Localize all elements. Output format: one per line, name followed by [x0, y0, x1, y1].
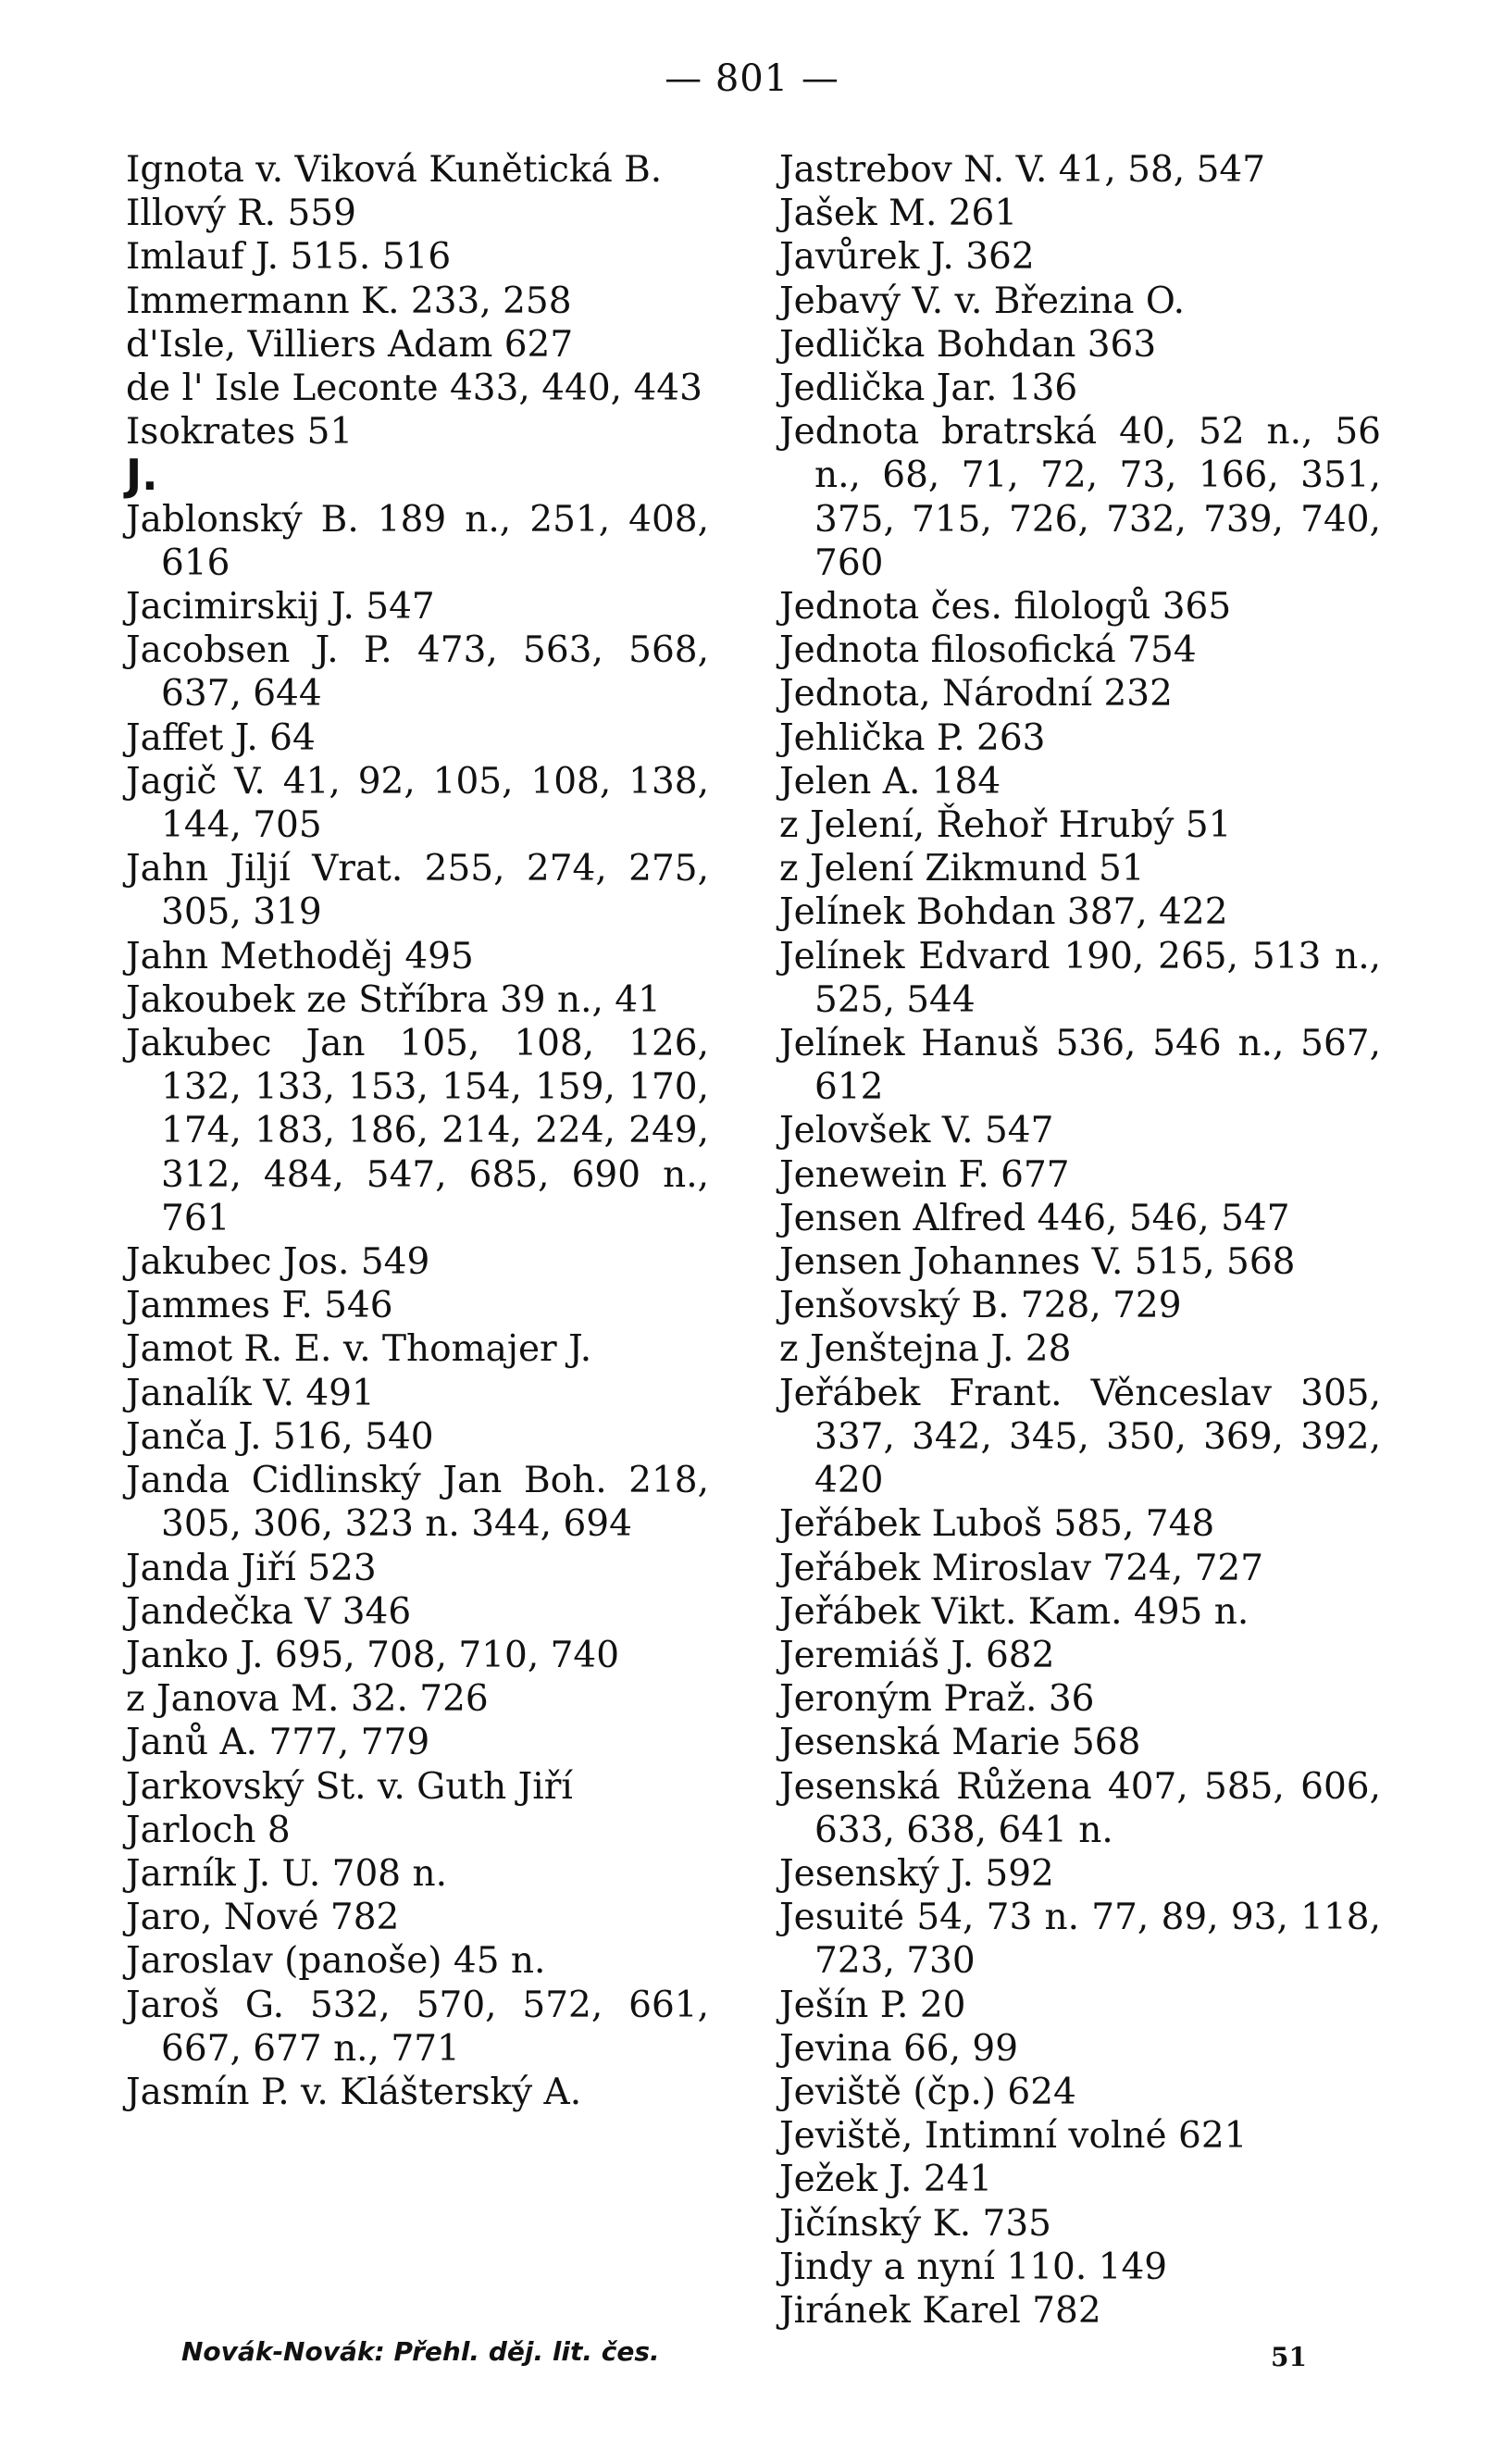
- index-entry: Janko J. 695, 708, 710, 740: [126, 1634, 620, 1676]
- index-entry: d'Isle, Villiers Adam 627: [126, 323, 574, 366]
- index-entry: Jasmín P. v. Klášterský A.: [126, 2071, 582, 2113]
- index-entry: Janalík V. 491: [126, 1372, 375, 1414]
- index-entry: Ježek J. 241: [779, 2159, 993, 2201]
- index-entry: Janů A. 777, 779: [126, 1722, 430, 1764]
- footer-sheet-number: 51: [1271, 2342, 1307, 2372]
- footer-signature: Novák-Novák: Přehl. děj. lit. čes.: [181, 2336, 660, 2367]
- index-entry: Jaroš G. 532, 570, 572, 661, 667, 677 n., 771: [126, 1984, 709, 2070]
- index-entry: Ignota v. Viková Kunětická B.: [126, 149, 663, 191]
- index-entry: z Jelení Zikmund 51: [779, 848, 1145, 890]
- index-entry: Jiránek Karel 782: [779, 2289, 1101, 2332]
- index-entry: Janča J. 516, 540: [126, 1415, 434, 1458]
- index-entry: Jednota filosofická 754: [779, 629, 1197, 672]
- index-entry: Jakoubek ze Stříbra 39 n., 41: [126, 978, 661, 1021]
- index-entry: Jesenský J. 592: [779, 1852, 1054, 1895]
- index-entry: Jamot R. E. v. Thomajer J.: [126, 1328, 592, 1371]
- index-entry: Jarkovský St. v. Guth Jiří: [126, 1765, 573, 1808]
- index-entry: Jarník J. U. 708 n.: [126, 1852, 447, 1895]
- index-entry: Jeroným Praž. 36: [779, 1678, 1095, 1721]
- index-entry: z Jelení, Řehoř Hrubý 51: [779, 804, 1232, 847]
- index-entry: Jaroslav (panoše) 45 n.: [126, 1940, 546, 1983]
- index-entry: Jensen Johannes V. 515, 568: [779, 1241, 1296, 1284]
- index-entry: Isokrates 51: [126, 411, 354, 454]
- index-entry: Janda Cidlinský Jan Boh. 218, 305, 306, 323 n. 344, 694: [126, 1460, 709, 1546]
- index-entry: Jehlička P. 263: [779, 716, 1046, 759]
- index-entry: Jelínek Hanuš 536, 546 n., 567, 612: [779, 1023, 1381, 1109]
- index-entry: Jedlička Jar. 136: [779, 367, 1078, 410]
- index-entry: Immermann K. 233, 258: [126, 280, 572, 322]
- index-entry: Javůrek J. 362: [779, 236, 1035, 279]
- index-entry: Jindy a nyní 110. 149: [779, 2246, 1168, 2288]
- index-entry: Jelínek Edvard 190, 265, 513 n., 525, 544: [779, 935, 1381, 1021]
- page-number: — 801 —: [665, 57, 839, 100]
- section-heading: J.: [126, 450, 158, 501]
- index-entry: Jahn Jiljí Vrat. 255, 274, 275, 305, 319: [126, 848, 709, 934]
- index-entry: Jevina 66, 99: [779, 2027, 1019, 2070]
- index-entry: Jastrebov N. V. 41, 58, 547: [779, 149, 1266, 191]
- index-entry: Jammes F. 546: [126, 1285, 393, 1327]
- index-entry: Jesuité 54, 73 n. 77, 89, 93, 118, 723, 730: [779, 1897, 1381, 1983]
- index-entry: Janda Jiří 523: [126, 1547, 377, 1589]
- index-entry: Jakubec Jan 105, 108, 126, 132, 133, 153, 154, 159, 170, 174, 183, 186, 214, 224, 249, 312, 484, 547, 685, 690 n., 761: [126, 1023, 709, 1239]
- index-entry: Jednota, Národní 232: [779, 673, 1173, 716]
- index-entry: Jagič V. 41, 92, 105, 108, 138, 144, 705: [126, 760, 709, 847]
- index-entry: Imlauf J. 515. 516: [126, 236, 452, 279]
- left-column: [126, 148, 709, 2114]
- index-entry: Jašek M. 261: [779, 193, 1018, 235]
- index-entry: Jandečka V 346: [126, 1590, 412, 1633]
- index-entry: Jeviště, Intimní volné 621: [779, 2115, 1248, 2158]
- index-entry: Jacobsen J. P. 473, 563, 568, 637, 644: [126, 629, 709, 716]
- index-entry: Jeremiáš J. 682: [779, 1634, 1055, 1676]
- index-entry: Jeřábek Miroslav 724, 727: [779, 1547, 1264, 1589]
- index-entry: Jelovšek V. 547: [779, 1110, 1054, 1152]
- index-entry: Jeřábek Vikt. Kam. 495 n.: [779, 1590, 1249, 1633]
- right-column: [779, 148, 1381, 2333]
- index-entry: Jahn Methoděj 495: [126, 935, 474, 977]
- index-entry: Jaffet J. 64: [126, 716, 316, 759]
- index-entry: Jičínský K. 735: [779, 2202, 1051, 2245]
- index-entry: Jelen A. 184: [779, 760, 1001, 803]
- index-entry: Jarloch 8: [126, 1809, 291, 1851]
- index-entry: Jedlička Bohdan 363: [779, 323, 1157, 366]
- index-entry: Jeřábek Luboš 585, 748: [779, 1503, 1215, 1546]
- index-entry: Jenšovský B. 728, 729: [779, 1285, 1182, 1327]
- index-entry: Jelínek Bohdan 387, 422: [779, 891, 1228, 934]
- index-entry: Jednota bratrská 40, 52 n., 56 n., 68, 71, 72, 73, 166, 351, 375, 715, 726, 732, 739, 740, 760: [779, 411, 1381, 584]
- index-entry: z Janova M. 32. 726: [126, 1678, 489, 1721]
- index-entry: Jednota čes. filologů 365: [779, 586, 1232, 628]
- index-entry: Jacimirskij J. 547: [126, 586, 435, 628]
- index-entry: Jesenská Růžena 407, 585, 606, 633, 638, 641 n.: [779, 1765, 1381, 1851]
- index-entry: Jesenská Marie 568: [779, 1722, 1141, 1764]
- index-entry: Illový R. 559: [126, 193, 356, 235]
- index-entry: Jakubec Jos. 549: [126, 1241, 430, 1284]
- index-entry: Jenewein F. 677: [779, 1153, 1070, 1196]
- index-entry: Jebavý V. v. Březina O.: [779, 280, 1185, 322]
- index-entry: Jaro, Nové 782: [126, 1897, 400, 1939]
- index-entry: Jensen Alfred 446, 546, 547: [779, 1197, 1290, 1239]
- index-entry: Jeřábek Frant. Věnceslav 305, 337, 342, 345, 350, 369, 392, 420: [779, 1372, 1381, 1502]
- index-entry: Jablonský B. 189 n., 251, 408, 616: [126, 498, 709, 584]
- index-entry: de l' Isle Leconte 433, 440, 443: [126, 367, 702, 410]
- index-entry: Ješín P. 20: [779, 1984, 966, 2026]
- index-entry: Jeviště (čp.) 624: [779, 2071, 1076, 2113]
- index-entry: z Jenštejna J. 28: [779, 1328, 1072, 1371]
